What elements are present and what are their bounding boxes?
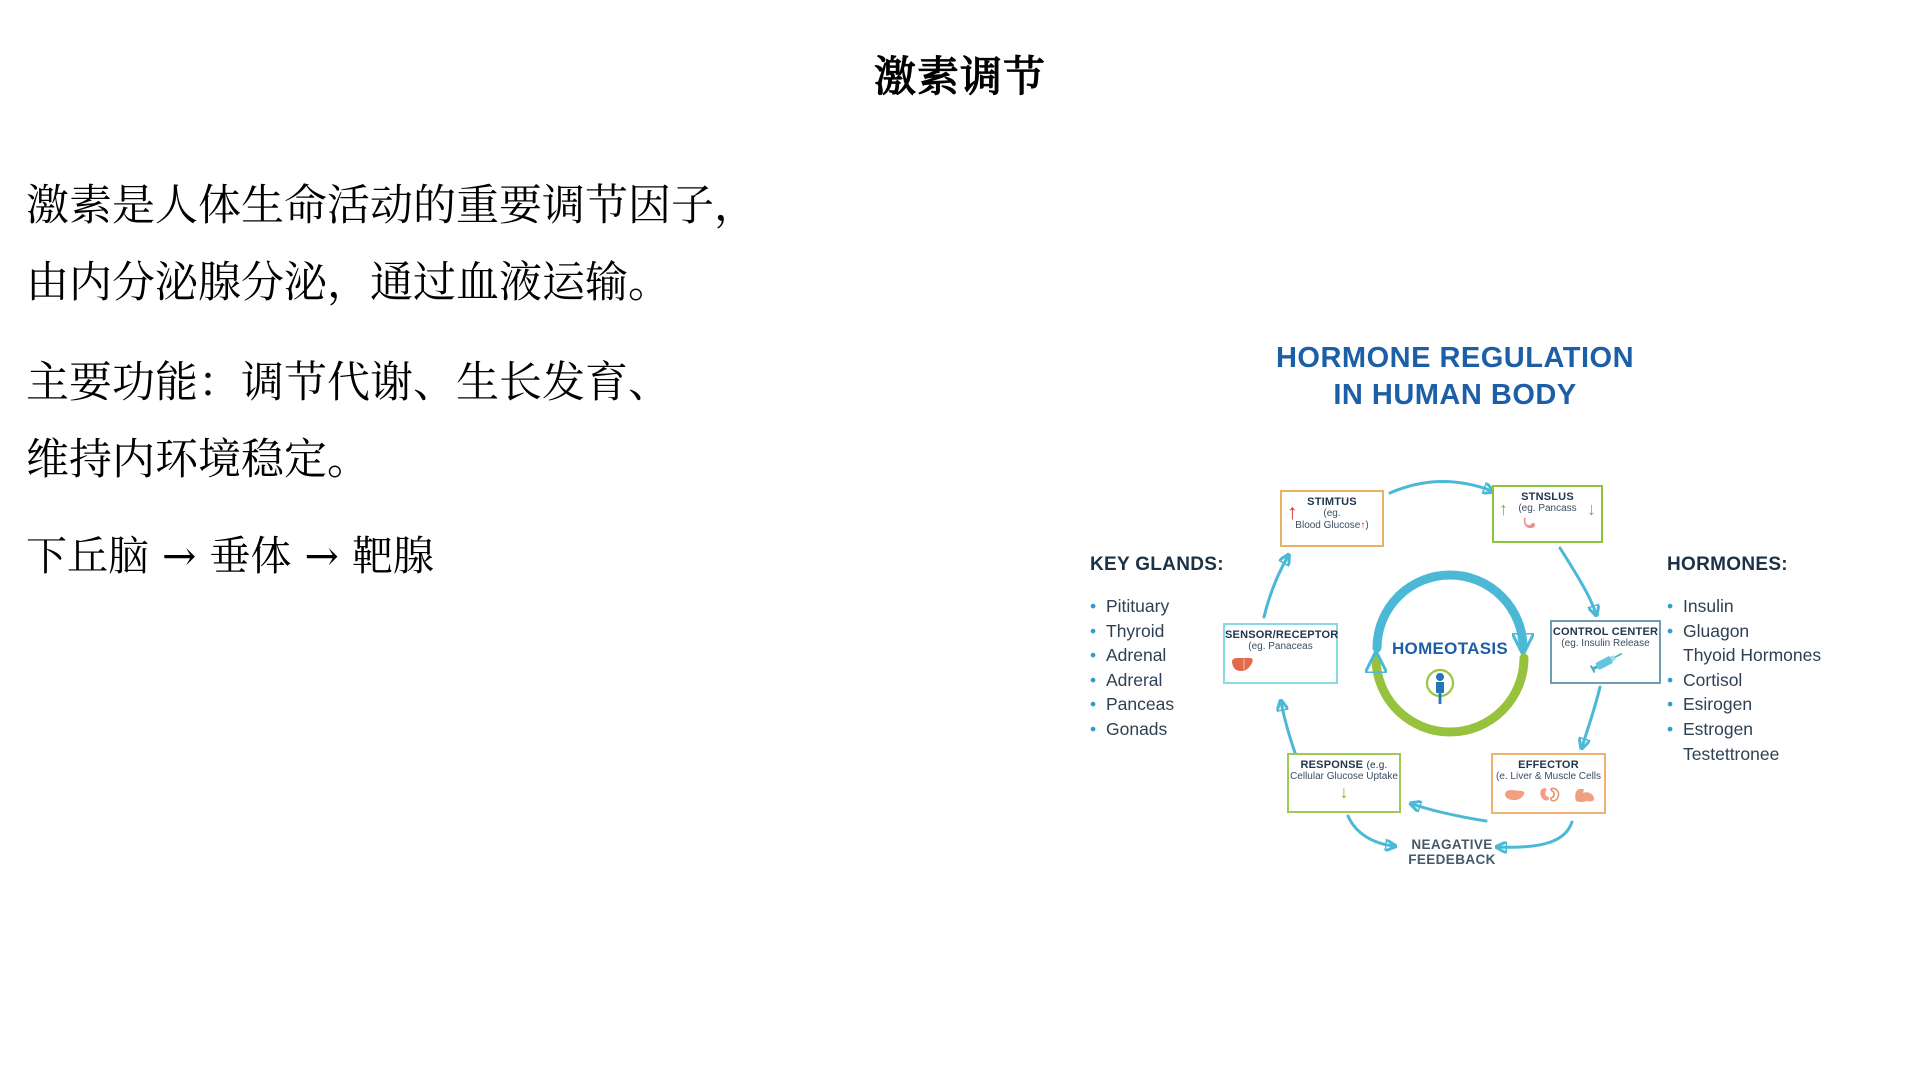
feedback-line1: NEAGATIVE — [1411, 837, 1493, 852]
green-down-arrow-icon: ↓ — [1339, 782, 1349, 802]
notes-p2-line2: 维持内环境稳定。 — [26, 436, 370, 484]
response-title-suffix: (e.g. — [1366, 760, 1388, 771]
diagram-arrows — [1040, 140, 1880, 940]
notes-p2-line1: 主要功能：调节代谢、生长发育、 — [26, 359, 671, 407]
homeostasis-teal-arc — [1377, 575, 1523, 648]
notes-paragraph-1 — [26, 168, 757, 322]
key-glands-list — [1090, 554, 1224, 742]
green-down-arrow-icon: ↓ — [1587, 499, 1596, 519]
list-item: • Gonads — [1090, 717, 1224, 742]
stnslus-box — [1492, 485, 1603, 543]
effector-box-sub: (e. Liver & Muscle Cells — [1495, 771, 1602, 782]
key-glands-header: KEY GLANDS: — [1090, 554, 1224, 575]
muscle-arm-icon — [1573, 787, 1597, 808]
list-item: • Pitituary — [1090, 594, 1224, 619]
arrow-control-to-effector — [1582, 687, 1600, 747]
response-box-title — [1289, 759, 1399, 771]
red-up-arrow-icon: ↑ — [1287, 501, 1298, 524]
arrow-sensor-to-stimulus — [1264, 556, 1288, 617]
negative-feedback-label — [1392, 837, 1512, 867]
infographic-title-line1: HORMONE REGULATION — [1275, 342, 1635, 374]
sensor-box-sub: (eg. Panaceas — [1248, 641, 1313, 652]
hormones-header: HORMONES: — [1667, 554, 1788, 575]
syringe-icon — [1586, 649, 1626, 680]
response-box — [1287, 753, 1401, 813]
person-icon — [1424, 668, 1456, 713]
organ-kidneys-icon — [1537, 786, 1561, 809]
effector-box — [1491, 753, 1606, 814]
control-box-sub: (eg. Insulin Release — [1561, 638, 1650, 649]
arrow-response-to-feedback — [1348, 816, 1394, 846]
list-item: • Adreral — [1090, 668, 1224, 693]
stimulus-sub2-close: ) — [1365, 520, 1369, 531]
stomach-icon — [1520, 517, 1540, 538]
response-box-sub: Cellular Glucose Uptake — [1290, 771, 1398, 782]
control-box-title: CONTROL CENTER — [1552, 626, 1659, 638]
notes-p1-line2: 由内分泌腺分泌，通过血液运输。 — [26, 259, 671, 307]
stimulus-box — [1280, 490, 1384, 547]
list-item: • Estrogen — [1667, 717, 1821, 742]
infographic-title-line2: IN HUMAN BODY — [1333, 379, 1577, 411]
list-item: • Adrenal — [1090, 643, 1224, 668]
sensor-receptor-box — [1223, 623, 1338, 684]
red-up-arrow-small-icon: ↑ — [1360, 520, 1366, 531]
feedback-line2: FEEDEBACK — [1408, 852, 1496, 867]
effector-box-title: EFFECTOR — [1518, 759, 1579, 771]
notes-paragraph-2 — [26, 345, 671, 499]
arrow-stnslus-to-control — [1560, 548, 1596, 614]
control-center-box — [1550, 620, 1661, 684]
list-item: • Thyroid — [1090, 619, 1224, 644]
list-item: • Gluagon — [1667, 619, 1821, 644]
stnslus-box-title: STNSLUS — [1521, 491, 1574, 503]
arrow-effector-to-response — [1412, 804, 1486, 821]
stimulus-box-sub1: (eg. — [1323, 508, 1341, 519]
infographic-title — [1215, 340, 1695, 414]
page-title: 激素调节 — [873, 53, 1046, 100]
list-item: Testettronee — [1683, 743, 1780, 764]
list-item: • Esirogen — [1667, 692, 1821, 717]
homeostasis-label: HOMEOTASIS — [1391, 639, 1509, 658]
stimulus-sub2-text: Blood Glucose — [1295, 520, 1361, 531]
hormones-list — [1667, 554, 1821, 766]
stimulus-box-title: STIMTUS — [1307, 496, 1357, 508]
organ-liver-icon — [1503, 787, 1527, 808]
hormone-pathway-line: 下丘脑 → 垂体 → 靶腺 — [26, 532, 434, 580]
liver-icon — [1231, 657, 1255, 678]
notes-p1-line1: 激素是人体生命活动的重要调节因子， — [26, 182, 757, 230]
list-item: • Panceas — [1090, 692, 1224, 717]
green-up-arrow-icon: ↑ — [1499, 499, 1508, 519]
list-item: • Cortisol — [1667, 668, 1821, 693]
arrow-stimulus-to-stnslus — [1390, 481, 1492, 493]
response-title-text: RESPONSE — [1300, 759, 1364, 771]
stnslus-box-sub: (eg. Pancass — [1518, 503, 1577, 514]
sensor-box-title: SENSOR/RECEPTOR — [1225, 629, 1339, 641]
list-item: Thyoid Hormones — [1683, 645, 1822, 666]
list-item: • Insulin — [1667, 594, 1821, 619]
hormone-infographic — [1040, 140, 1880, 940]
